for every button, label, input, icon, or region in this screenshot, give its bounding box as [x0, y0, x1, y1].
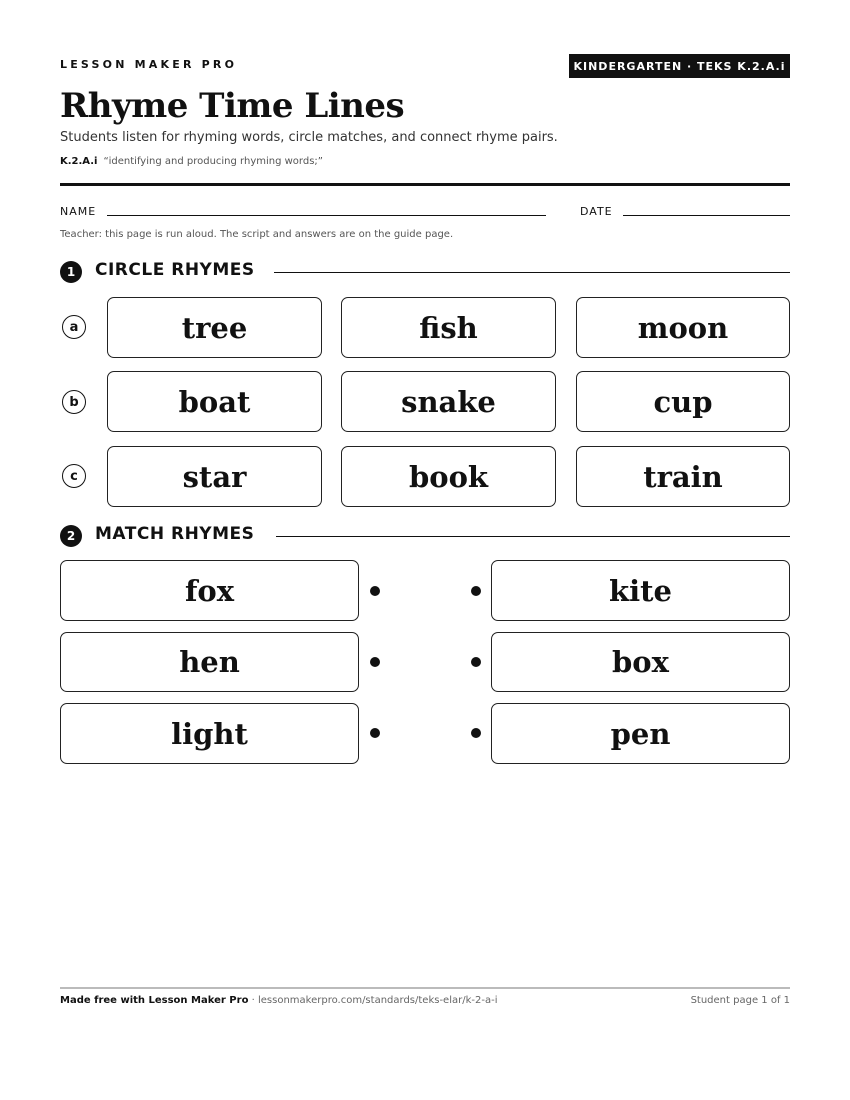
word-card[interactable]: tree: [107, 297, 322, 358]
word-card[interactable]: train: [576, 446, 790, 507]
row-label-b: b: [62, 390, 86, 414]
grade-standard-badge: KINDERGARTEN · TEKS K.2.A.i: [569, 54, 790, 78]
section-number-1: 1: [60, 261, 82, 283]
left-connect-dot[interactable]: [370, 586, 380, 596]
section-divider: [276, 536, 790, 537]
standard-text: “identifying and producing rhyming words;”: [103, 156, 323, 167]
section-divider: [274, 272, 790, 273]
left-word-card[interactable]: fox: [60, 560, 359, 621]
left-word-card[interactable]: light: [60, 703, 359, 764]
right-connect-dot[interactable]: [471, 728, 481, 738]
word-card[interactable]: book: [341, 446, 556, 507]
left-connect-dot[interactable]: [370, 657, 380, 667]
section-title-match-rhymes: MATCH RHYMES: [95, 524, 255, 544]
teacher-note: Teacher: this page is run aloud. The script and answers are on the guide page.: [60, 229, 454, 240]
page-title: Rhyme Time Lines: [60, 86, 405, 126]
footer-page-number: Student page 1 of 1: [690, 995, 790, 1006]
word-card[interactable]: star: [107, 446, 322, 507]
standard-reference: [60, 156, 323, 167]
date-field[interactable]: [623, 215, 790, 216]
word-card[interactable]: fish: [341, 297, 556, 358]
row-label-a: a: [62, 315, 86, 339]
row-label-c: c: [62, 464, 86, 488]
footer-credit: [60, 995, 497, 1006]
left-connect-dot[interactable]: [370, 728, 380, 738]
right-word-card[interactable]: box: [491, 632, 790, 692]
right-word-card[interactable]: kite: [491, 560, 790, 621]
page-subtitle: Students listen for rhyming words, circle matches, and connect rhyme pairs.: [60, 130, 558, 145]
section-number-2: 2: [60, 525, 82, 547]
name-label: NAME: [60, 205, 97, 218]
section-title-circle-rhymes: CIRCLE RHYMES: [95, 260, 255, 280]
right-connect-dot[interactable]: [471, 657, 481, 667]
footer-made-with: Made free with Lesson Maker Pro: [60, 995, 249, 1006]
word-card[interactable]: cup: [576, 371, 790, 432]
right-connect-dot[interactable]: [471, 586, 481, 596]
name-field[interactable]: [107, 215, 546, 216]
word-card[interactable]: boat: [107, 371, 322, 432]
standard-code: K.2.A.i: [60, 156, 98, 167]
footer-divider: [60, 987, 790, 989]
word-card[interactable]: moon: [576, 297, 790, 358]
right-word-card[interactable]: pen: [491, 703, 790, 764]
date-label: DATE: [580, 205, 613, 218]
header-divider: [60, 183, 790, 186]
word-card[interactable]: snake: [341, 371, 556, 432]
left-word-card[interactable]: hen: [60, 632, 359, 692]
footer-url[interactable]: · lessonmakerpro.com/standards/teks-elar/k-2-a-i: [248, 995, 498, 1006]
brand-name: LESSON MAKER PRO: [60, 58, 238, 71]
